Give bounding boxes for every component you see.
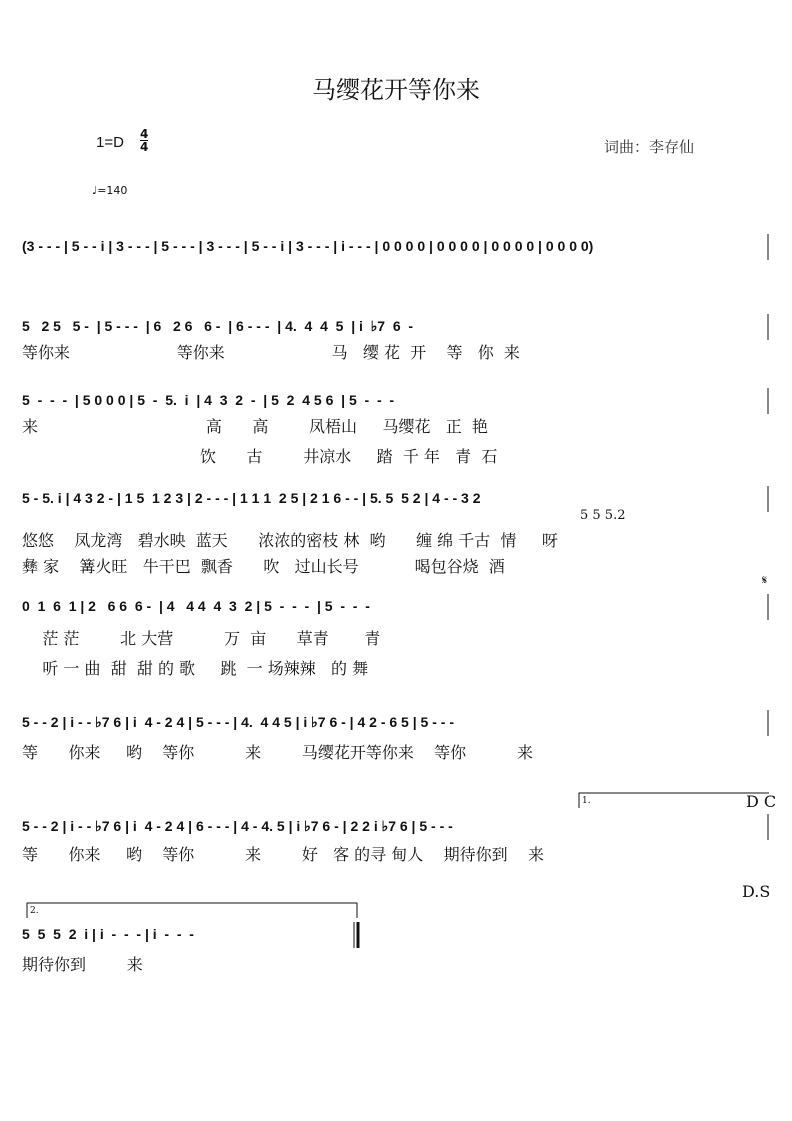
score-row-5 <box>22 594 770 622</box>
notes-row-6: 5 - - 2 | i - - ♭7 6 | i 4 - 2 4 | 5 - - - | 4. 4 4 5 | i ♭7 6 - | 4 2 - 6 5 | 5 - - - <box>22 714 454 730</box>
time-signature-top: 4 <box>140 127 149 141</box>
notes-row-4: 5 - 5. i | 4 3 2 - | 1 5 1 2 3 | 2 - - - | 1 1 1 2 5 | 2 1 6 - - | 5. 5 5 2 | 4 - - 3 2 <box>22 490 481 506</box>
lyric-line-7: 听 一 曲 甜 甜 的 歌 跳 一 场辣辣 的 舞 <box>22 659 369 678</box>
credits: 词曲：李存仙 <box>604 138 695 156</box>
key-signature: 1=D <box>96 134 124 151</box>
lyric-line-6: 茫 茫 北 大营 万 亩 草青 青 <box>22 629 381 648</box>
lyric-line-9: 等 你来 哟 等你 来 好 客 的寻 甸人 期待你到 来 <box>22 845 544 864</box>
lyric-line-1: 等你来 等你来 马 缨 花 开 等 你 来 <box>22 343 520 362</box>
lyric-line-10: 期待你到 来 <box>22 955 143 974</box>
score-row-3 <box>22 388 770 416</box>
song-title: 马缨花开等你来 <box>312 76 480 104</box>
lyric-line-2: 来 高 高 凤梧山 马缨花 正 艳 <box>22 417 488 436</box>
lyric-line-3: 饮 古 井凉水 踏 千 年 青 石 <box>22 447 498 466</box>
volta-1-label: 1. <box>582 796 591 806</box>
sub-numbers: 5 5 5.2 <box>580 508 626 523</box>
volta-1-bracket <box>578 792 770 808</box>
time-signature-bottom: 4 <box>140 140 149 154</box>
tempo-marking: ♩=140 <box>92 184 128 197</box>
score-row-1 <box>22 234 770 262</box>
score-row-4 <box>22 486 770 514</box>
dal-segno: D.S <box>742 882 771 901</box>
score-row-8 <box>22 922 362 950</box>
time-signature <box>140 128 148 153</box>
score-row-7 <box>22 814 770 842</box>
notes-row-7: 5 - - 2 | i - - ♭7 6 | i 4 - 2 4 | 6 - - - | 4 - 4. 5 | i ♭7 6 - | 2 2 i ♭7 6 | 5 - - - <box>22 818 453 834</box>
lyric-line-4: 悠悠 凤龙湾 碧水映 蓝天 浓浓的密枝 林 哟 缠 绵 千古 情 呀 <box>22 531 558 550</box>
segno-sign: 𝄋 <box>762 573 768 587</box>
score-row-6 <box>22 710 770 738</box>
score-row-2 <box>22 314 770 342</box>
notes-row-8: 5 5 5 2 i | i - - - | i - - - <box>22 926 194 942</box>
volta-2-label: 2. <box>30 906 39 916</box>
da-capo: D C <box>746 792 777 811</box>
lyric-line-8: 等 你来 哟 等你 来 马缨花开等你来 等你 来 <box>22 743 534 762</box>
notes-row-5: 0 1 6 1 | 2 6 6 6 - | 4 4 4 4 3 2 | 5 - - - | 5 - - - <box>22 598 370 614</box>
notes-row-3: 5 - - - | 5 0 0 0 | 5 - 5. i | 4 3 2 - | 5 2 4 5 6 | 5 - - - <box>22 392 395 408</box>
volta-2-bracket <box>26 902 358 918</box>
notes-row-2: 5 2 5 5 - | 5 - - - | 6 2 6 6 - | 6 - - - | 4. 4 4 5 | i ♭7 6 - <box>22 318 414 334</box>
lyric-line-5: 彝 家 篝火旺 牛干巴 飘香 吹 过山长号 喝包谷烧 酒 <box>22 557 505 576</box>
notes-row-1: (3 - - - | 5 - - i | 3 - - - | 5 - - - | 3 - - - | 5 - - i | 3 - - - | i - - - | 0 0 0 0 | 0 0 0 0 | 0 0 0 0 | 0 0 0 0) <box>22 238 594 254</box>
